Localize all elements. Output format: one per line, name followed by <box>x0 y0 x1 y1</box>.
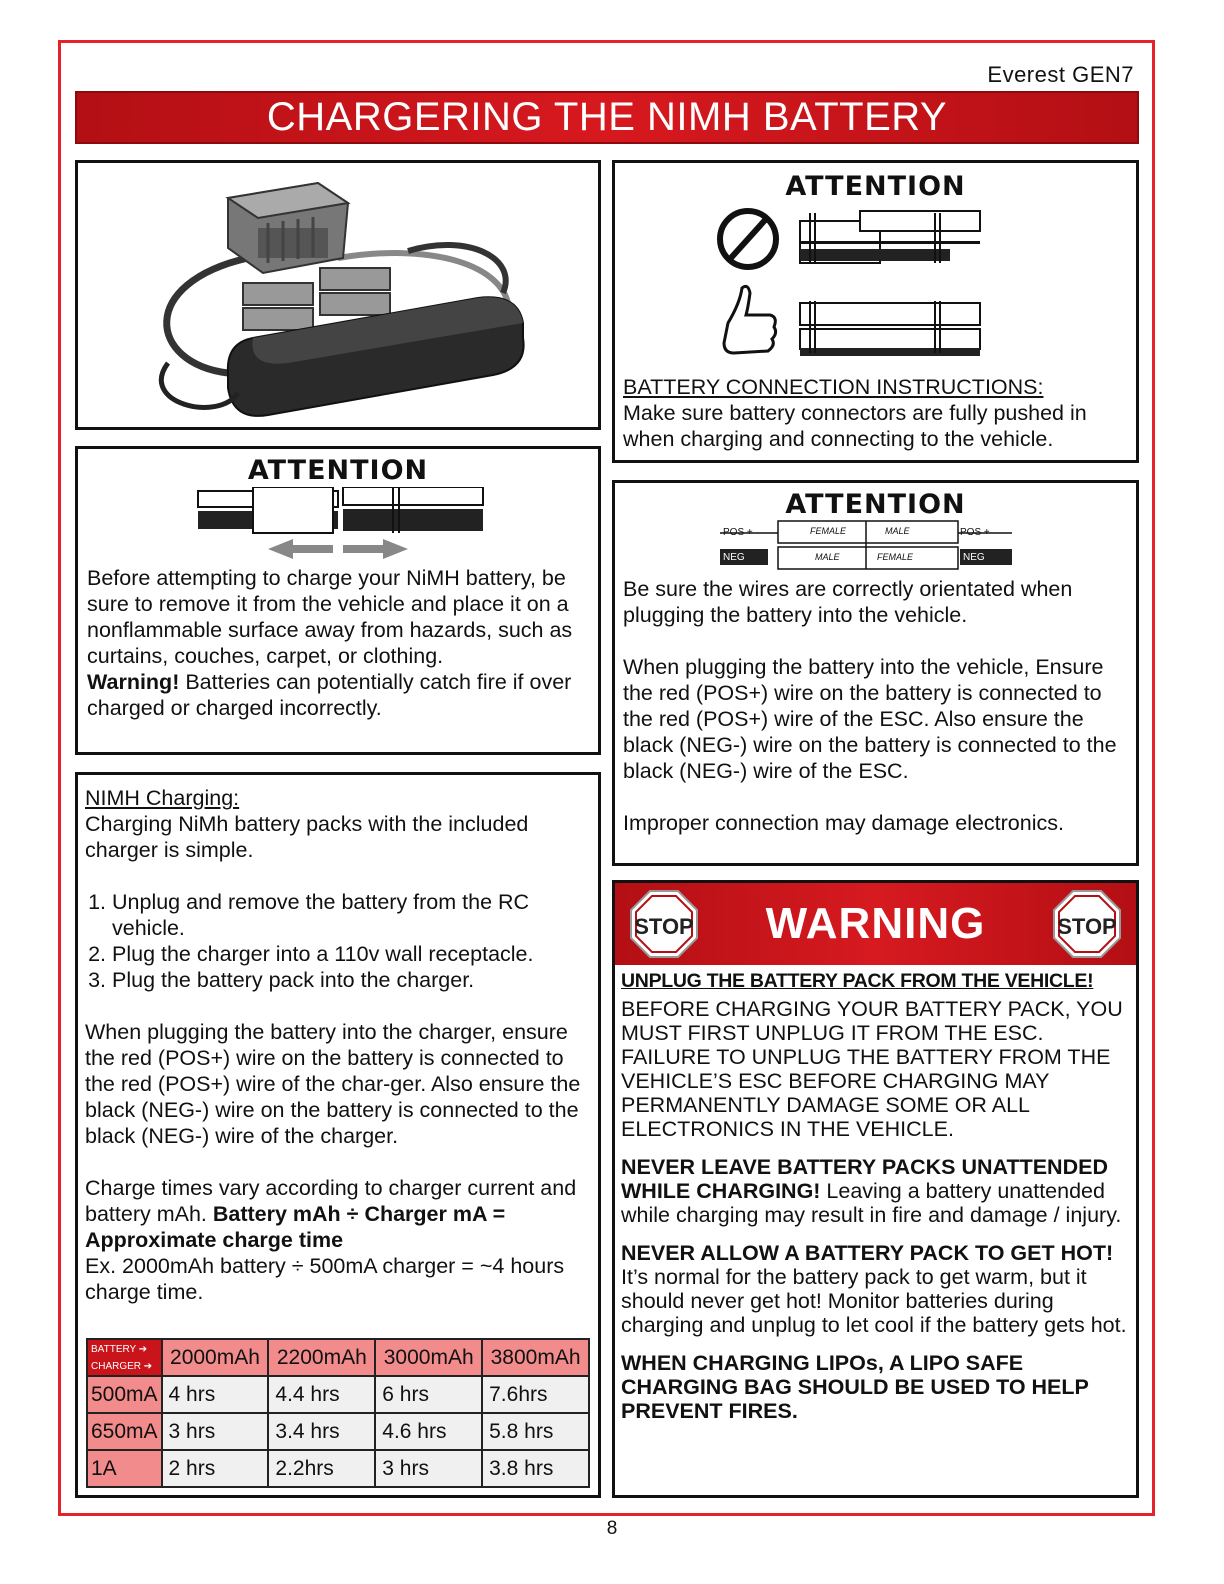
table-cell: 7.6hrs <box>482 1376 589 1413</box>
never-allow-text <box>621 1241 1132 1337</box>
page-number: 8 <box>606 1518 618 1539</box>
nimh-steps <box>85 889 592 993</box>
table-row <box>87 1376 589 1413</box>
charger-illustration-box <box>75 160 601 430</box>
disconnect-diagram <box>193 487 488 561</box>
nimh-step: 2. Plug the charger into a 110v wall receptacle. <box>112 941 592 967</box>
neg-label-right: NEG <box>963 552 985 563</box>
charger-axis-label: CHARGER ➔ <box>91 1360 153 1372</box>
table-cell: 4.4 hrs <box>268 1376 375 1413</box>
stop-sign-label: STOP <box>1057 914 1117 939</box>
female-label-bottom: FEMALE <box>877 552 914 562</box>
stop-sign-label: STOP <box>634 914 694 939</box>
table-cell: 2 hrs <box>162 1450 269 1487</box>
attention-connection-box <box>612 160 1139 463</box>
orientation-text-1: Be sure the wires are correctly orientated when plugging the battery into the vehicle. <box>623 577 1073 627</box>
neg-label-left: NEG <box>723 552 745 563</box>
unplug-heading: UNPLUG THE BATTERY PACK FROM THE VEHICLE! <box>621 970 1094 992</box>
attention-heading: ATTENTION <box>247 455 429 486</box>
prohibited-icon <box>720 211 776 267</box>
charger-battery-image <box>78 163 598 427</box>
row-header: 650mA <box>87 1413 162 1450</box>
table-cell: 6 hrs <box>375 1376 482 1413</box>
nimh-charge-time-text <box>85 1175 592 1253</box>
never-leave-heading: NEVER LEAVE BATTERY PACKS UNATTENDED WHILE CHARGING! <box>621 1155 1108 1203</box>
warning-title: WARNING <box>765 899 986 948</box>
female-label-top: FEMALE <box>810 526 847 536</box>
page-title: CHARGERING THE NIMH BATTERY <box>75 91 1139 144</box>
attention-warning-line <box>87 669 590 721</box>
table-cell: 4.6 hrs <box>375 1413 482 1450</box>
arrow-left-icon <box>268 539 333 559</box>
nimh-title: NIMH Charging: <box>85 786 240 810</box>
table-cell: 4 hrs <box>162 1376 269 1413</box>
table-cell: 3 hrs <box>375 1450 482 1487</box>
stop-sign-icon <box>1052 889 1122 959</box>
attention-placement-text: Before attempting to charge your NiMH battery, be sure to remove it from the vehicle and place it on a nonflammable surface away from hazards, such as curtains, couches, carpet, or clothing. <box>87 566 573 668</box>
warning-box <box>612 880 1139 1498</box>
connector-diagram <box>710 203 990 373</box>
warning-label: Warning! <box>87 670 180 694</box>
stop-sign-icon <box>629 889 699 959</box>
attention-placement-box <box>75 446 601 755</box>
connection-instructions-title: BATTERY CONNECTION INSTRUCTIONS: <box>623 375 1044 399</box>
unplug-text: BEFORE CHARGING YOUR BATTERY PACK, YOU MUST FIRST UNPLUG IT FROM THE ESC. FAILURE TO UNPLUG THE BATTERY FROM THE VEHICLE’S ESC BEFORE CHARGING MAY PERMANENTLY DAMAGE SOME OR ALL ELECTRONICS IN THE VEHICLE. <box>621 997 1123 1141</box>
nimh-charging-box <box>75 772 601 1498</box>
male-label-top: MALE <box>885 526 910 536</box>
attention-orientation-box <box>612 480 1139 866</box>
table-row <box>87 1413 589 1450</box>
arrow-right-icon <box>343 539 408 559</box>
row-header: 1A <box>87 1450 162 1487</box>
lipo-warning: WHEN CHARGING LIPOs, A LIPO SAFE CHARGING BAG SHOULD BE USED TO HELP PREVENT FIRES. <box>621 1351 1089 1423</box>
orientation-text-3: Improper connection may damage electronics. <box>623 811 1064 835</box>
charge-time-table <box>86 1338 590 1488</box>
charge-time-example: Ex. 2000mAh battery ÷ 500mA charger = ~4 hours charge time. <box>85 1254 565 1304</box>
charge-time-formula: Battery mAh ÷ Charger mA = Approximate charge time <box>85 1202 506 1252</box>
nimh-intro: Charging NiMh battery packs with the included charger is simple. <box>85 812 529 862</box>
table-corner <box>87 1339 162 1376</box>
male-label-bottom: MALE <box>815 552 840 562</box>
never-allow-heading: NEVER ALLOW A BATTERY PACK TO GET HOT! <box>621 1241 1114 1265</box>
never-leave-body: Leaving a battery unattended while charging may result in fire and damage / injury. <box>621 1179 1122 1227</box>
nimh-step: 1. Unplug and remove the battery from the RC vehicle. <box>112 889 592 941</box>
attention-heading: ATTENTION <box>785 489 966 520</box>
table-cell: 3.8 hrs <box>482 1450 589 1487</box>
brand-label: Everest GEN7 <box>987 62 1134 87</box>
never-leave-text <box>621 1155 1132 1227</box>
warning-header <box>615 883 1136 965</box>
battery-axis-label: BATTERY ➔ <box>91 1343 148 1355</box>
connection-instructions-body: Make sure battery connectors are fully pushed in when charging and connecting to the vehicle. <box>623 401 1087 451</box>
row-header: 500mA <box>87 1376 162 1413</box>
warning-text: Batteries can potentially catch fire if over charged or charged incorrectly. <box>87 670 572 720</box>
orientation-text-2: When plugging the battery into the vehicle, Ensure the red (POS+) wire on the battery is connected to the red (POS+) wire of the ESC. Also ensure the black (NEG-) wire on the battery is connected to the black (NEG-) wire of the ESC. <box>623 655 1117 783</box>
pos-label-right: POS + <box>960 527 990 538</box>
nimh-polarity-text: When plugging the battery into the charger, ensure the red (POS+) wire on the battery is connected to the red (POS+) wire of the char-ger. Also ensure the black (NEG-) wire on the battery is connected to the black (NEG-) wire of the charger. <box>85 1020 581 1148</box>
nimh-step: 3. Plug the battery pack into the charger. <box>112 967 592 993</box>
charge-time-lead: Charge times vary according to charger current and battery mAh. <box>85 1176 577 1226</box>
pos-label-left: POS + <box>723 527 753 538</box>
table-header-row <box>87 1339 589 1376</box>
column-header: 3000mAh <box>375 1339 482 1376</box>
attention-heading: ATTENTION <box>785 171 966 202</box>
column-header: 2200mAh <box>268 1339 375 1376</box>
never-allow-body: It’s normal for the battery pack to get warm, but it should never get hot! Monitor batteries during charging and unplug to let cool if the battery gets hot. <box>621 1265 1127 1337</box>
thumbs-up-icon <box>724 286 776 353</box>
table-cell: 2.2hrs <box>268 1450 375 1487</box>
table-cell: 3.4 hrs <box>268 1413 375 1450</box>
table-row <box>87 1450 589 1487</box>
column-header: 2000mAh <box>162 1339 269 1376</box>
column-header: 3800mAh <box>482 1339 589 1376</box>
table-cell: 5.8 hrs <box>482 1413 589 1450</box>
table-cell: 3 hrs <box>162 1413 269 1450</box>
